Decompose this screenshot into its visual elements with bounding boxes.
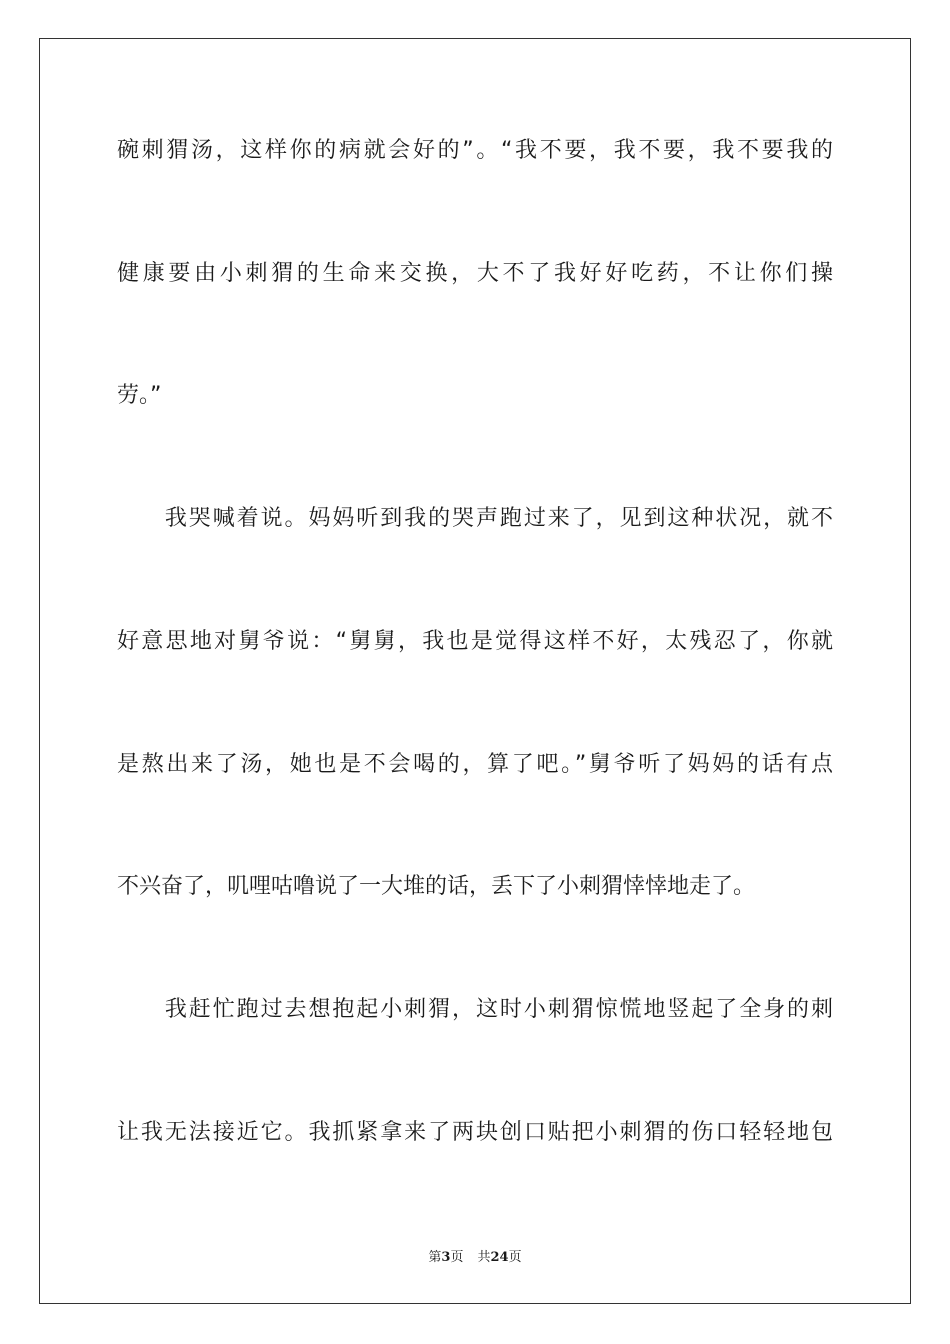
text-line-9: 让我无法接近它。我抓紧拿来了两块创口贴把小刺猬的伤口轻轻地包 bbox=[117, 1120, 833, 1145]
text-line-8: 我赶忙跑过去想抱起小刺猬，这时小刺猬惊慌地竖起了全身的刺 bbox=[117, 997, 833, 1022]
text-line-4: 我哭喊着说。妈妈听到我的哭声跑过来了，见到这种状况，就不 bbox=[117, 506, 833, 531]
page-border bbox=[39, 38, 911, 1304]
page-number: 3 bbox=[441, 1250, 451, 1265]
text-line-6: 是熬出来了汤，她也是不会喝的，算了吧。”舅爷听了妈妈的话有点 bbox=[117, 752, 833, 777]
total-suffix: 页 bbox=[508, 1250, 522, 1265]
page-suffix: 页 bbox=[450, 1250, 464, 1265]
text-line-2: 健康要由小刺猬的生命来交换，大不了我好好吃药，不让你们操 bbox=[117, 261, 833, 286]
text-line-7: 不兴奋了，叽哩咕噜说了一大堆的话，丢下了小刺猬悻悻地走了。 bbox=[117, 874, 756, 899]
page-prefix: 第 bbox=[428, 1250, 442, 1265]
total-prefix: 共 bbox=[477, 1250, 491, 1265]
text-line-5: 好意思地对舅爷说：“舅舅，我也是觉得这样不好，太残忍了，你就 bbox=[117, 629, 833, 654]
text-line-1: 碗刺猬汤，这样你的病就会好的”。“我不要，我不要，我不要我的 bbox=[117, 138, 833, 163]
total-pages: 24 bbox=[490, 1250, 509, 1265]
text-line-3: 劳。” bbox=[117, 383, 162, 408]
page-footer bbox=[0, 1246, 950, 1265]
